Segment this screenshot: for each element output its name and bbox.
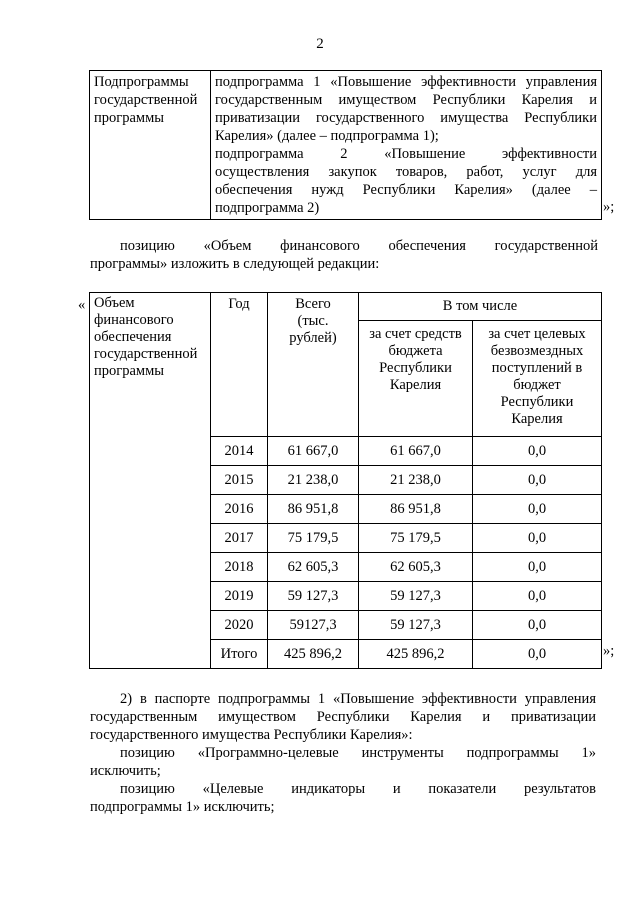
total-cell: 21 238,0	[268, 466, 359, 495]
targeted-cell: 0,0	[473, 582, 602, 611]
header-budget-line: Республики	[379, 360, 452, 376]
total-cell: 62 605,3	[268, 553, 359, 582]
year-cell: 2019	[211, 582, 268, 611]
year-cell: 2016	[211, 495, 268, 524]
total-cell: 86 951,8	[268, 495, 359, 524]
section-2-line: государственного имущества Республики Карелия»:	[90, 727, 413, 743]
targeted-cell: 0,0	[473, 553, 602, 582]
total-cell: 61 667,0	[268, 437, 359, 466]
year-cell: 2014	[211, 437, 268, 466]
finance-label-line: обеспечения	[94, 329, 172, 345]
intro-line: позицию «Объем финансового обеспечения государственной	[120, 238, 598, 254]
subprograms-label-cell	[90, 71, 211, 220]
finance-label-line: программы	[94, 363, 164, 379]
subprograms-label-line: Подпрограммы	[94, 74, 189, 90]
header-targeted-line: Карелия	[511, 411, 563, 427]
budget-cell: 86 951,8	[359, 495, 473, 524]
section-2-line: позицию «Целевые индикаторы и показатели результатов	[120, 781, 596, 797]
subprograms-content-line: Карелия» (далее – подпрограмма 1);	[215, 128, 439, 144]
budget-cell: 75 179,5	[359, 524, 473, 553]
year-cell: 2018	[211, 553, 268, 582]
targeted-cell: 0,0	[473, 437, 602, 466]
targeted-cell: 0,0	[473, 640, 602, 669]
year-cell: 2017	[211, 524, 268, 553]
section-2-line: позицию «Программно-целевые инструменты подпрограммы 1»	[120, 745, 596, 761]
finance-closing-mark: »;	[603, 643, 615, 659]
header-targeted-line: Республики	[500, 394, 574, 410]
header-total-line: рублей)	[289, 330, 337, 346]
header-budget-line: за счет средств	[369, 326, 462, 342]
subprograms-content-line: обеспечения нужд Республики Карелия» (далее –	[215, 182, 597, 198]
total-cell: 59127,3	[268, 611, 359, 640]
budget-cell: 61 667,0	[359, 437, 473, 466]
finance-opening-mark: «	[78, 297, 86, 313]
subprograms-content-line: осуществления закупок товаров, работ, услуг для	[215, 164, 597, 180]
section-2-line: 2) в паспорте подпрограммы 1 «Повышение эффективности управления	[120, 691, 596, 707]
budget-cell: 59 127,3	[359, 582, 473, 611]
year-cell: 2020	[211, 611, 268, 640]
budget-cell: 425 896,2	[359, 640, 473, 669]
budget-cell: 62 605,3	[359, 553, 473, 582]
subprograms-label-line: государственной	[94, 92, 198, 108]
section-2-line: подпрограммы 1» исключить;	[90, 799, 275, 815]
subprograms-content-line: подпрограмма 2 «Повышение эффективности	[215, 146, 597, 162]
subprograms-label-line: программы	[94, 110, 164, 126]
subprograms-content-cell	[211, 71, 602, 220]
total-cell: 75 179,5	[268, 524, 359, 553]
subprograms-content-line: подпрограмма 1 «Повышение эффективности управления	[215, 74, 597, 90]
header-including: В том числе	[359, 293, 602, 321]
header-budget-line: бюджета	[388, 343, 443, 359]
header-year: Год	[211, 293, 268, 437]
page-number: 2	[316, 36, 324, 52]
header-targeted-line: бюджет	[513, 377, 561, 393]
subprograms-table	[89, 70, 602, 220]
year-cell: 2015	[211, 466, 268, 495]
total-cell: 425 896,2	[268, 640, 359, 669]
section-2	[90, 690, 596, 816]
subprograms-closing-mark: »;	[603, 199, 615, 215]
year-cell: Итого	[211, 640, 268, 669]
subprograms-content-line: приватизации государственного имущества Республики	[215, 110, 597, 126]
intro-line: программы» изложить в следующей редакции:	[90, 256, 380, 272]
header-total	[268, 293, 359, 437]
finance-table	[89, 292, 602, 669]
section-2-line: государственным имуществом Республики Карелия и приватизации	[90, 709, 596, 725]
targeted-cell: 0,0	[473, 495, 602, 524]
finance-label-cell	[90, 293, 211, 669]
targeted-cell: 0,0	[473, 611, 602, 640]
section-2-line: исключить;	[90, 763, 161, 779]
budget-cell: 59 127,3	[359, 611, 473, 640]
header-targeted-line: за счет целевых	[488, 326, 586, 342]
finance-label-line: Объем	[94, 295, 135, 311]
header-targeted-line: безвозмездных	[490, 343, 584, 359]
intro-paragraph	[90, 237, 598, 273]
header-budget	[359, 321, 473, 437]
targeted-cell: 0,0	[473, 466, 602, 495]
finance-label-line: финансового	[94, 312, 174, 328]
finance-label-line: государственной	[94, 346, 198, 362]
header-total-line: (тыс.	[297, 313, 329, 329]
subprograms-content-line: государственным имуществом Республики Карелия и	[215, 92, 597, 108]
header-targeted	[473, 321, 602, 437]
header-targeted-line: поступлений в	[491, 360, 583, 376]
header-budget-line: Карелия	[389, 377, 442, 393]
total-cell: 59 127,3	[268, 582, 359, 611]
subprograms-content-line: подпрограмма 2)	[215, 200, 320, 216]
header-total-line: Всего	[295, 296, 331, 312]
targeted-cell: 0,0	[473, 524, 602, 553]
budget-cell: 21 238,0	[359, 466, 473, 495]
